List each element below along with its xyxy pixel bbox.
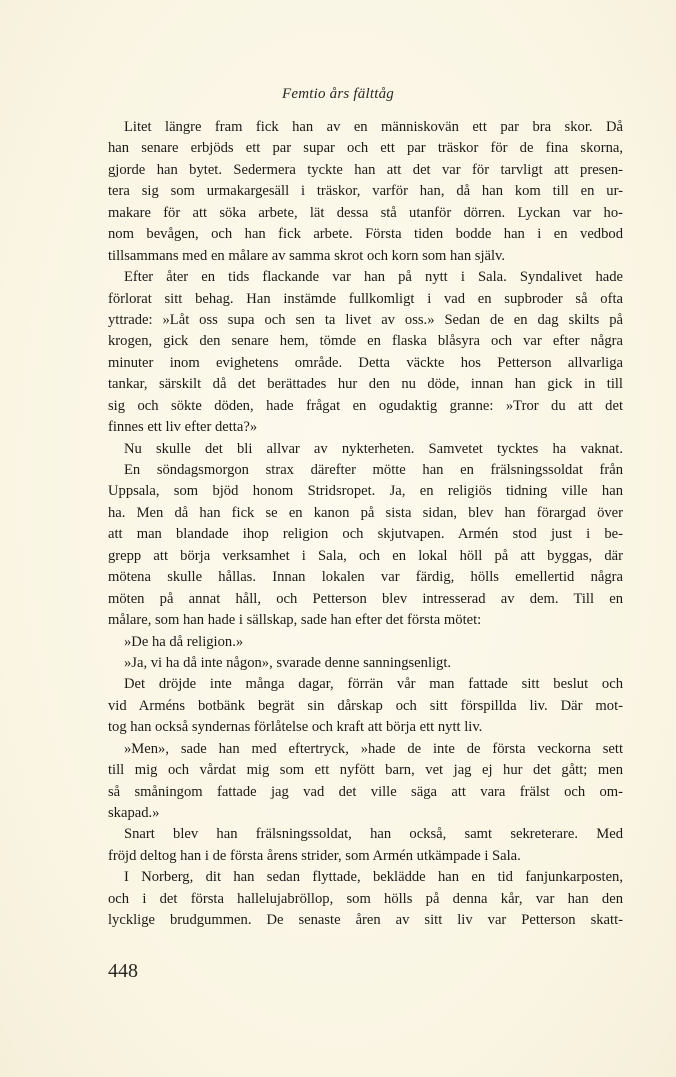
text-line: målare, som han hade i sällskap, sade han efter det första mötet: <box>108 612 482 629</box>
text-line: tera sig som urmakargesäll i träskor, varför han, då han kom till en ur- <box>108 183 623 200</box>
text-line: så småningom fattade jag vad det ville säga att vara frälst och om- <box>108 783 623 800</box>
text-line: yttrade: »Låt oss supa och sen ta livet av oss.» Sedan de en dag skilts på <box>108 311 623 328</box>
text-line: I Norberg, dit han sedan flyttade, beklädde han en tid fanjunkarposten, <box>124 869 623 886</box>
text-line: sig och sökte döden, hade frågat en ogudaktig granne: »Tror du att det <box>108 397 623 414</box>
text-line: gjorde han bytet. Sedermera tyckte han att det var för tarvligt att presen- <box>108 161 623 178</box>
page-number: 448 <box>108 960 138 982</box>
text-line: Snart blev han frälsningssoldat, han också, samt sekreterare. Med <box>124 826 623 843</box>
text-line: Uppsala, som bjöd honom Stridsropet. Ja, en religiös tidning ville han <box>108 483 623 500</box>
text-line: »De ha då religion.» <box>124 633 244 650</box>
text-line: lycklige brudgummen. De senaste åren av sitt liv var Petterson skatt- <box>108 912 623 929</box>
text-line: ha. Men då han fick se en kanon på sista sidan, blev han förargad över <box>108 504 623 521</box>
body-text <box>108 117 623 932</box>
text-line: Efter åter en tids flackande var han på nytt i Sala. Syndalivet hade <box>124 269 623 286</box>
text-line: och i det första hallelujabröllop, som hölls på denna kår, var han den <box>108 890 623 907</box>
text-line: grepp att börja verksamhet i Sala, och en lokal höll på att byggas, där <box>108 547 623 564</box>
text-line: krogen, gick den senare hem, tömde en flaska blåsyra och var efter några <box>108 333 623 350</box>
text-line: mötena skulle hållas. Innan lokalen var färdig, hölls emellertid några <box>108 569 623 586</box>
text-line: förlorat sitt behag. Han instämde fullkomligt i vad en supbroder så ofta <box>108 290 623 307</box>
text-line: minuter inom evighetens område. Detta väckte hos Petterson allvarliga <box>108 354 623 371</box>
text-line: till mig och vårdat mig som ett nyfött barn, vet jag ej hur det gått; men <box>108 762 623 779</box>
text-line: Det dröjde inte många dagar, förrän vår man fattade sitt beslut och <box>124 676 623 693</box>
text-line: nom bevågen, och han fick arbete. Första tiden bodde han i en vedbod <box>108 226 623 243</box>
text-line: En söndagsmorgon strax därefter mötte han en frälsningssoldat från <box>124 462 623 478</box>
text-line: att man blandade ihop religion och skjutvapen. Armén stod just i be- <box>108 526 623 543</box>
text-line: Litet längre fram fick han av en människovän ett par bra skor. Då <box>124 119 623 135</box>
text-line: Nu skulle det bli allvar av nykterheten. Samvetet tycktes ha vaknat. <box>124 440 623 457</box>
text-line: finnes ett liv efter detta?» <box>108 419 258 436</box>
text-line: fröjd deltog han i de första årens strider, som Armén utkämpade i Sala. <box>108 847 521 864</box>
text-line: han senare erbjöds ett par supar och ett par träskor för de fina skorna, <box>108 140 623 157</box>
text-line: tankar, särskilt då det berättades hur den nu döde, innan han gick in till <box>108 376 623 393</box>
running-head: Femtio års fälttåg <box>282 86 394 102</box>
text-line: tillsammans med en målare av samma skrot och korn som han själv. <box>108 247 506 264</box>
text-line: vid Arméns botbänk begrät sin dårskap och sitt förspillda liv. Där mot- <box>108 697 623 714</box>
text-line: tog han också syndernas förlåtelse och kraft att börja ett nytt liv. <box>108 719 483 736</box>
text-line: »Men», sade han med eftertryck, »hade de inte de första veckorna sett <box>124 740 623 757</box>
text-line: skapad.» <box>108 805 160 821</box>
text-line: makare för att söka arbete, lät dessa stå utanför dörren. Lyckan var ho- <box>108 204 623 221</box>
text-line: »Ja, vi ha då inte någon», svarade denne sanningsenligt. <box>124 654 452 671</box>
text-line: möten på annat håll, och Petterson blev intresserad av dem. Till en <box>108 590 623 607</box>
